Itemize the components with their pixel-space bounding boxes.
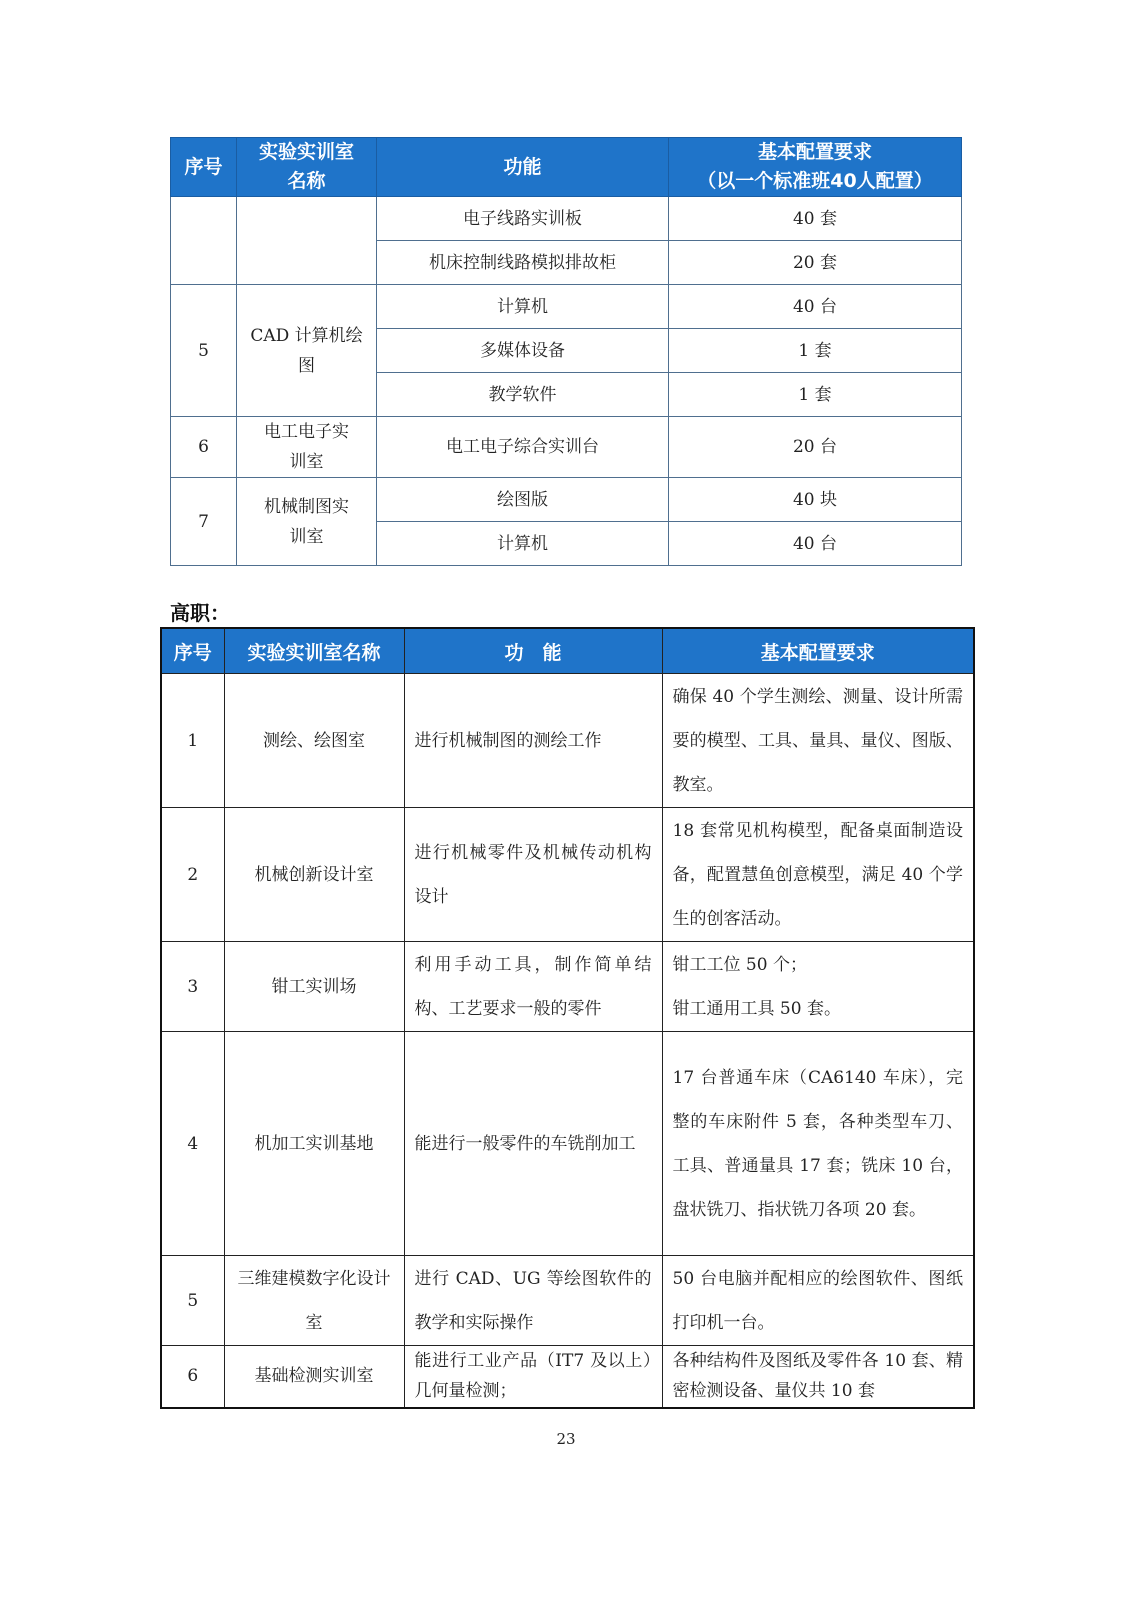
row-no: 2 [161,808,224,942]
row-function: 进行机械制图的测绘工作 [404,674,662,808]
row-no: 4 [161,1032,224,1256]
row-name: 钳工实训场 [224,942,404,1032]
row-requirement: 17 台普通车床（CA6140 车床），完整的车床附件 5 套，各种类型车刀、工具、普通量具 17 套；铣床 10 台，盘状铣刀、指状铣刀各项 20 套。 [662,1032,974,1256]
row-name: 机加工实训基地 [224,1032,404,1256]
table-row [171,478,962,522]
header-name: 实验实训室名称 [224,628,404,674]
row-requirement: 40 台 [669,522,962,566]
row-requirement: 40 台 [669,285,962,329]
row-name: 三维建模数字化设计室 [224,1256,404,1346]
page-number: 23 [556,1430,576,1448]
row-function: 教学软件 [377,373,669,417]
table-row [161,942,974,1032]
header-no: 序号 [161,628,224,674]
section-title: 高职： [170,601,230,625]
header-requirement: 基本配置要求 [662,628,974,674]
table-row [161,1256,974,1346]
row-no: 3 [161,942,224,1032]
row-function: 电子线路实训板 [377,197,669,241]
row-no: 5 [161,1256,224,1346]
table-row [161,674,974,808]
row-no: 7 [171,478,237,566]
equipment-table-vocational [160,627,975,1409]
row-no [171,197,237,285]
row-name: 机械制图实 训室 [237,478,377,566]
row-no: 5 [171,285,237,417]
row-function: 计算机 [377,285,669,329]
row-requirement: 确保 40 个学生测绘、测量、设计所需要的模型、工具、量具、量仪、图版、教室。 [662,674,974,808]
row-requirement: 20 台 [669,417,962,478]
row-no: 6 [161,1346,224,1408]
row-name: 基础检测实训室 [224,1346,404,1408]
table-header-row [171,138,962,197]
equipment-table-secondary [170,137,962,566]
row-requirement: 50 台电脑并配相应的绘图软件、图纸打印机一台。 [662,1256,974,1346]
row-name [237,197,377,285]
row-requirement: 1 套 [669,329,962,373]
row-function: 进行 CAD、UG 等绘图软件的教学和实际操作 [404,1256,662,1346]
header-no: 序号 [171,138,237,197]
row-function: 机床控制线路模拟排故柜 [377,241,669,285]
row-requirement: 40 块 [669,478,962,522]
row-requirement: 1 套 [669,373,962,417]
row-no: 6 [171,417,237,478]
row-no: 1 [161,674,224,808]
table-row [161,1032,974,1256]
row-function: 多媒体设备 [377,329,669,373]
table-row [161,808,974,942]
row-function: 绘图版 [377,478,669,522]
row-function: 进行机械零件及机械传动机构设计 [404,808,662,942]
row-function: 利用手动工具，制作简单结构、工艺要求一般的零件 [404,942,662,1032]
table-row [171,285,962,329]
row-name: 测绘、绘图室 [224,674,404,808]
table-row [171,417,962,478]
row-requirement: 18 套常见机构模型，配备桌面制造设备，配置慧鱼创意模型，满足 40 个学生的创客活动。 [662,808,974,942]
table-row [171,197,962,241]
header-requirement: 基本配置要求 （以一个标准班40人配置） [669,138,962,197]
row-name: CAD 计算机绘 图 [237,285,377,417]
row-requirement: 各种结构件及图纸及零件各 10 套、精密检测设备、量仪共 10 套 [662,1346,974,1408]
row-name: 电工电子实 训室 [237,417,377,478]
row-requirement: 20 套 [669,241,962,285]
table-header-row [161,628,974,674]
row-function: 计算机 [377,522,669,566]
header-name: 实验实训室 名称 [237,138,377,197]
header-function: 功能 [377,138,669,197]
row-requirement: 40 套 [669,197,962,241]
header-function: 功 能 [404,628,662,674]
row-function: 能进行工业产品（IT7 及以上）几何量检测； [404,1346,662,1408]
row-name: 机械创新设计室 [224,808,404,942]
row-function: 电工电子综合实训台 [377,417,669,478]
row-requirement: 钳工工位 50 个； 钳工通用工具 50 套。 [662,942,974,1032]
row-function: 能进行一般零件的车铣削加工 [404,1032,662,1256]
table-row [161,1346,974,1408]
